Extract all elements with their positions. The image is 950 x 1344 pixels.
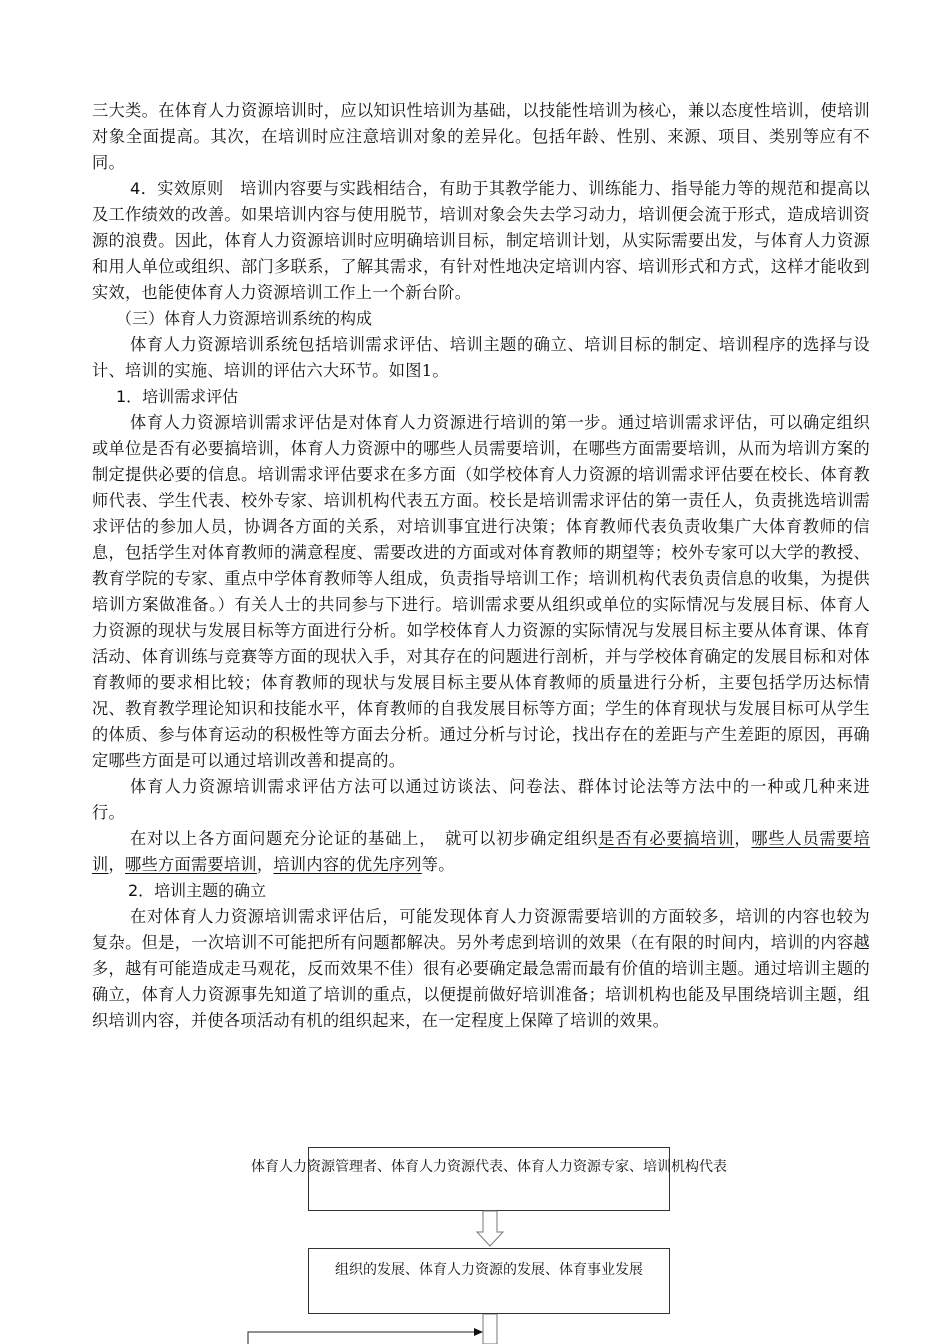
paragraph-text: 培训内容要与实践相结合，有助于其教学能力、训练能力、指导能力等的规范和提高以及工作绩效的改善。如果培训内容与使用脱节，培训对象会失去学习动力，培训便会流于形式，造成培训资源的浪费。因此，体育人力资源培训时应明确培训目标，制定培训计划，从实际需要出发，与体育人力资源和用人单位或组织、部门多联系，了解其需求，有针对性地决定培训内容、培训形式和方式，这样才能收到实效，也能使体育人力资源培训工作上一个新台阶。 [92,179,870,302]
down-arrow-icon [483,1314,497,1344]
right-arrow-icon [474,1328,483,1336]
underlined-phrase: 是否有必要搞培训 [598,829,735,848]
bracket-line [248,1332,474,1344]
paragraph: 三大类。在体育人力资源培训时，应以知识性培训为基础，以技能性培训为核心，兼以态度性培训，使培训对象全面提高。其次，在培训时应注意培训对象的差异化。包括年龄、性别、来源、项目、类别等应有不同。 [92,101,870,172]
diagram-box-label: 体育人力资源管理者、体育人力资源代表、体育人力资源专家、培训机构代表 [251,1159,727,1175]
paragraph: 体育人力资源培训系统包括培训需求评估、培训主题的确立、培训目标的制定、培训程序的选择与设计、培训的实施、培训的评估六大环节。如图1。 [92,335,870,380]
down-arrow-icon [477,1211,503,1246]
section-heading: （三）体育人力资源培训系统的构成 [116,309,373,328]
paragraph: 在对体育人力资源培训需求评估后，可能发现体育人力资源需要培训的方面较多，培训的内容也较为复杂。但是，一次培训不可能把所有问题都解决。另外考虑到培训的效果（在有限的时间内，培训的内容越多，越有可能造成走马观花，反而效果不佳）很有必要确定最急需而最有价值的培训主题。通过培训主题的确立，体育人力资源事先知道了培训的重点，以便提前做好培训准备；培训机构也能及早围绕培训主题，组织培训内容，并使各项活动有机的组织起来，在一定程度上保障了培训的效果。 [92,907,870,1030]
punctuation: ， [256,855,274,874]
subsection-heading: 2．培训主题的确立 [128,881,267,900]
underlined-phrase: 培训内容的优先序列 [273,855,422,874]
subsection-heading: 1．培训需求评估 [116,387,239,406]
paragraph-text: 在对以上各方面问题充分论证的基础上， 就可以初步确定组织 [130,829,599,848]
underlined-phrase: 哪些人员需要培训 [92,829,870,874]
punctuation: ， [734,829,752,848]
punctuation: ， [108,855,125,874]
paragraph: 体育人力资源培训需求评估方法可以通过访谈法、问卷法、群体讨论法等方法中的一种或几种来进行。 [92,777,870,822]
underlined-phrase: 哪些方面需要培训 [125,855,257,874]
diagram-box-label: 组织的发展、体育人力资源的发展、体育事业发展 [335,1262,643,1278]
diagram-box-development [308,1248,670,1314]
paragraph-text: 等。 [421,855,455,874]
paragraph: 体育人力资源培训需求评估是对体育人力资源进行培训的第一步。通过培训需求评估，可以确定组织或单位是否有必要搞培训，体育人力资源中的哪些人员需要培训，在哪些方面需要培训，从而为培训方案的制定提供必要的信息。培训需求评估要求在多方面（如学校体育人力资源的培训需求评估要在校长、体育教师代表、学生代表、校外专家、培训机构代表五方面。校长是培训需求评估的第一责任人，负责挑选培训需求评估的参加人员，协调各方面的关系，对培训事宜进行决策；体育教师代表负责收集广大体育教师的信息，包括学生对体育教师的满意程度、需要改进的方面或对体育教师的期望等；校外专家可以大学的教授、教育学院的专家、重点中学体育教师等人组成，负责指导培训工作；培训机构代表负责信息的收集，为提供培训方案做准备。）有关人士的共同参与下进行。培训需求要从组织或单位的实际情况与发展目标、体育人力资源的现状与发展目标等方面进行分析。如学校体育人力资源的实际情况与发展目标主要从体育课、体育活动、体育训练与竞赛等方面的现状入手，对其存在的问题进行剖析，并与学校体育确定的发展目标和对体育教师的要求相比较；体育教师的现状与发展目标主要从体育教师的质量进行分析，主要包括学历达标情况、教育教学理论知识和技能水平，体育教师的自我发展目标等方面；学生的体育现状与发展目标可从学生的体质、参与体育运动的积极性等方面去分析。通过分析与讨论，找出存在的差距与产生差距的原因，再确定哪些方面是可以通过培训改善和提高的。 [92,413,870,770]
principle-heading: 4．实效原则 [130,179,224,198]
